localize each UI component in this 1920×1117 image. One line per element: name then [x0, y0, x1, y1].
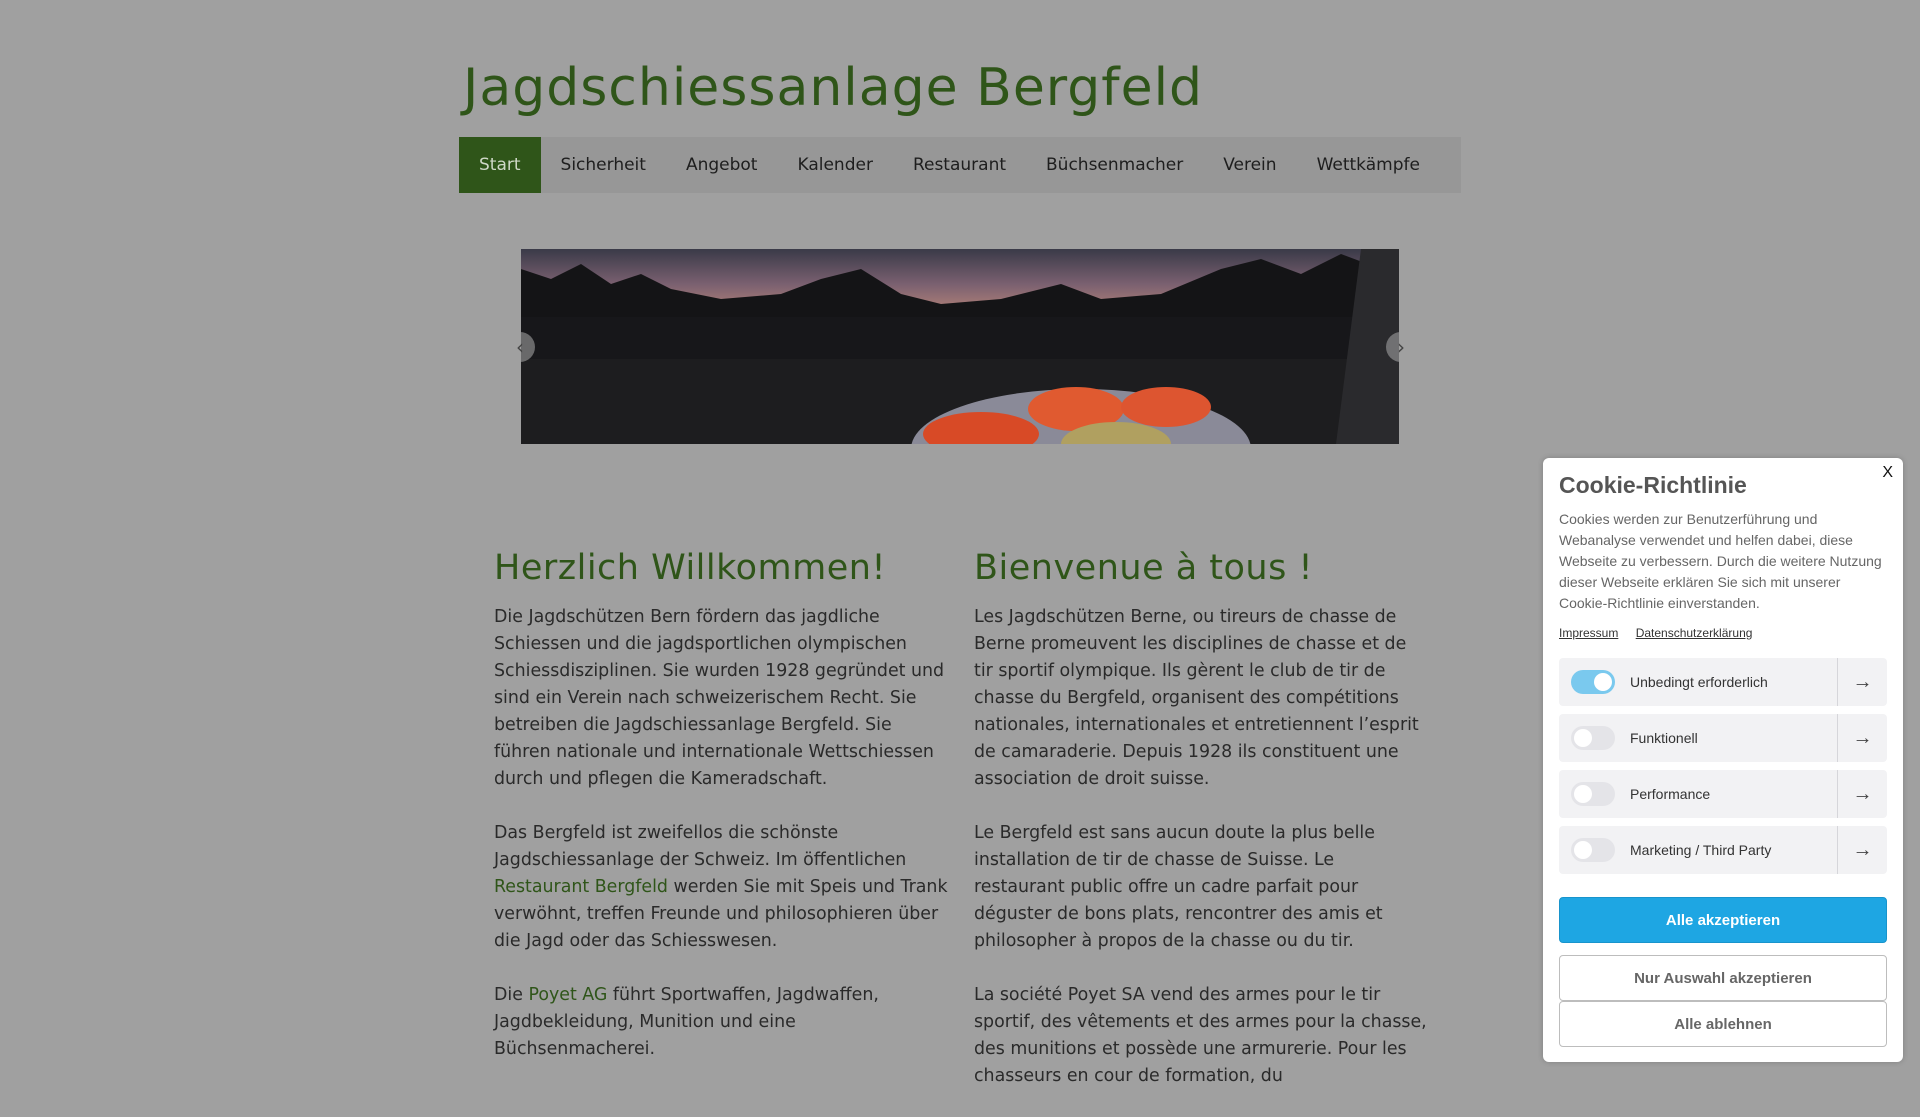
restaurant-bergfeld-link[interactable]: Restaurant Bergfeld — [494, 877, 668, 897]
german-heading: Herzlich Willkommen! — [494, 548, 886, 588]
nav-item-kalender[interactable]: Kalender — [797, 155, 873, 175]
main-nav — [459, 137, 1461, 193]
sunset-clay-targets-photo — [521, 249, 1399, 444]
french-heading: Bienvenue à tous ! — [974, 548, 1314, 588]
nav-item-wettkaempfe[interactable]: Wettkämpfe — [1316, 155, 1420, 175]
privacy-link[interactable]: Datenschutzerklärung — [1635, 626, 1753, 640]
functional-toggle[interactable] — [1571, 726, 1615, 750]
german-paragraph-3: Die Poyet AG führt Sportwaffen, Jagdwaffen, Jagdbekleidung, Munition und eine Büchsenmacherei. — [494, 985, 879, 1059]
nav-item-buechsenmacher[interactable]: Büchsenmacher — [1046, 155, 1184, 175]
nav-item-angebot[interactable]: Angebot — [685, 155, 758, 175]
nav-item-verein[interactable]: Verein — [1223, 155, 1277, 175]
slider-next-button[interactable]: › — [1386, 332, 1416, 362]
nav-item-restaurant[interactable]: Restaurant — [912, 155, 1007, 175]
cookie-category-functional — [1559, 714, 1887, 762]
german-paragraph-1: Die Jagdschützen Bern fördern das jagdliche Schiessen und die jagdsportlichen olympischen Schiessdisziplinen. Sie wurden 1928 gegründet und sind ein Verein nach schweizerischem Recht. Sie betreiben die Jagdschiessanlage Bergfeld. Sie führen nationale und internationale Wettschiessen durch und pflegen die Kameradschaft. — [494, 607, 945, 789]
cookie-category-necessary — [1559, 658, 1887, 706]
site-title[interactable]: Jagdschiessanlage Bergfeld — [463, 58, 1204, 118]
category-label: Performance — [1630, 786, 1711, 802]
category-label: Unbedingt erforderlich — [1630, 674, 1768, 690]
reject-all-button[interactable]: Alle ablehnen — [1559, 1001, 1887, 1047]
french-paragraph-2: Le Bergfeld est sans aucun doute la plus belle installation de tir de chasse de Suisse. Le restaurant public offre un cadre parfait pour déguster de bons plats, rencontrer des amis et philosopher à propos de la chasse ou du tir. — [974, 823, 1383, 951]
necessary-toggle[interactable] — [1571, 670, 1615, 694]
cookie-links — [1559, 626, 1766, 640]
category-label: Marketing / Third Party — [1630, 842, 1772, 858]
cookie-close-button[interactable]: X — [1882, 464, 1893, 481]
nav-item-start[interactable]: Start — [459, 137, 541, 193]
cookie-category-marketing — [1559, 826, 1887, 874]
poyet-ag-link[interactable]: Poyet AG — [528, 985, 608, 1005]
german-paragraph-2: Das Bergfeld ist zweifellos die schönste Jagdschiessanlage der Schweiz. Im öffentlichen Restaurant Bergfeld werden Sie mit Speis und Trank verwöhnt, treffen Freunde und philosophieren über die Jagd oder das Schiesswesen. — [494, 823, 948, 951]
category-label: Funktionell — [1630, 730, 1698, 746]
french-paragraph-1: Les Jagdschützen Berne, ou tireurs de chasse de Berne promeuvent les disciplines de chasse et de tir sportif olympique. Ils gèrent le club de tir de chasse du Bergfeld, organisent des compétitions nationales, internationales et entretiennent l’esprit de camaraderie. Depuis 1928 ils constituent une association de droit suisse. — [974, 607, 1419, 789]
arrow-right-icon[interactable]: → — [1837, 714, 1887, 762]
accept-all-button[interactable]: Alle akzeptieren — [1559, 897, 1887, 943]
impressum-link[interactable]: Impressum — [1559, 626, 1619, 640]
french-welcome-column — [974, 548, 1429, 1117]
cookie-consent-dialog — [1543, 458, 1903, 1062]
marketing-toggle[interactable] — [1571, 838, 1615, 862]
cookie-title: Cookie-Richtlinie — [1559, 472, 1747, 498]
nav-item-sicherheit[interactable]: Sicherheit — [560, 155, 646, 175]
slider-prev-button[interactable]: ‹ — [505, 332, 535, 362]
arrow-right-icon[interactable]: → — [1837, 658, 1887, 706]
arrow-right-icon[interactable]: → — [1837, 826, 1887, 874]
hero-slider-image — [521, 249, 1399, 444]
cookie-description: Cookies werden zur Benutzerführung und Webanalyse verwendet und helfen dabei, diese Webseite zu verbessern. Durch die weitere Nutzung dieser Webseite erklären Sie sich mit unserer Cookie-Richtlinie einverstanden. — [1559, 511, 1882, 611]
cookie-category-performance — [1559, 770, 1887, 818]
french-paragraph-3: La société Poyet SA vend des armes pour le tir sportif, des vêtements et des armes pour la chasse, des munitions et possède une armurerie. Pour les chasseurs en cour de formation, du — [974, 985, 1427, 1086]
arrow-right-icon[interactable]: → — [1837, 770, 1887, 818]
accept-selection-button[interactable]: Nur Auswahl akzeptieren — [1559, 955, 1887, 1001]
performance-toggle[interactable] — [1571, 782, 1615, 806]
german-welcome-column — [494, 548, 949, 1090]
